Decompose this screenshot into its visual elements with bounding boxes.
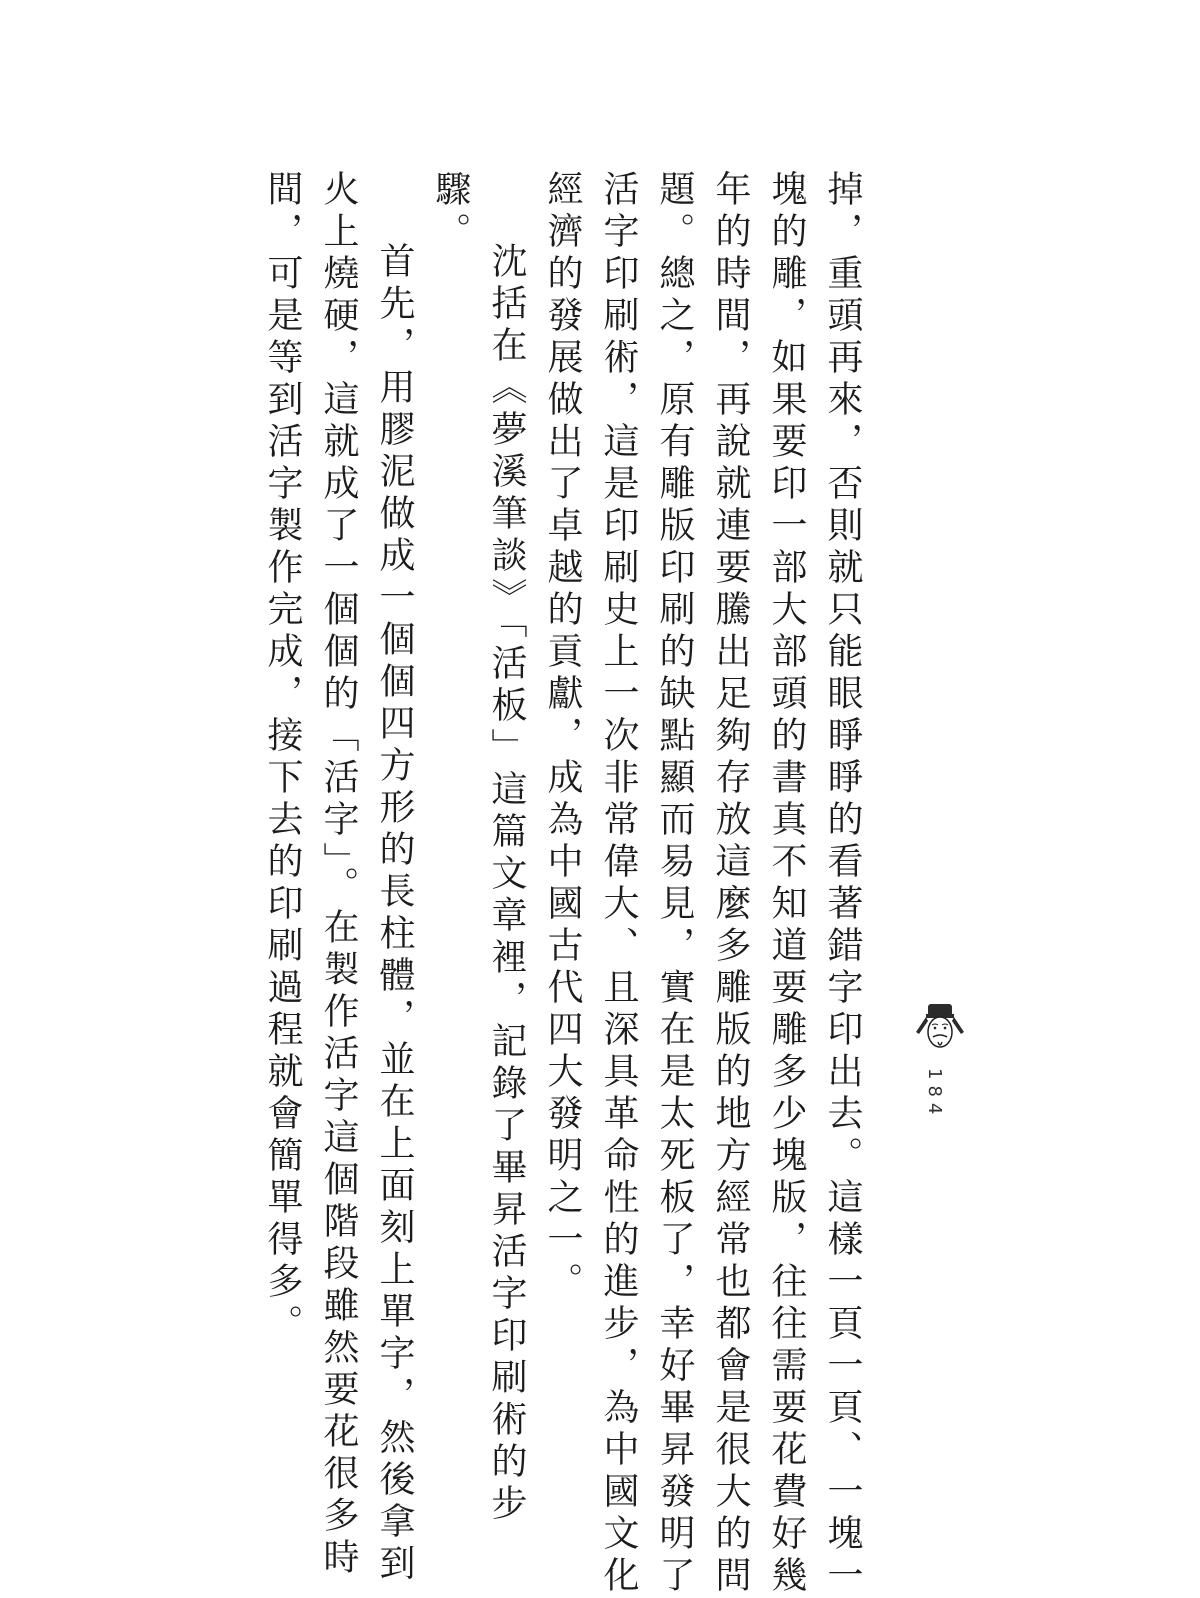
- text-column-1: 掉，重頭再來，否則就只能眼睜睜的看著錯字印出去。這樣一頁一頁、一塊一: [822, 170, 863, 1598]
- face-shape: [928, 1017, 952, 1047]
- eye-left: [934, 1027, 937, 1030]
- text-column-2: 塊的雕，如果要印一部大部頭的書真不知道要雕多少塊版，往往需要花費好幾: [766, 170, 807, 1598]
- text-column-9: 首先，用膠泥做成一個個四方形的長柱體，並在上面刻上單字，然後拿到: [374, 242, 415, 1586]
- text-column-3: 年的時間，再說就連要騰出足夠存放這麼多雕版的地方經常也都會是很大的問: [710, 170, 751, 1598]
- text-column-7: 沈括在《夢溪筆談》「活板」這篇文章裡，記錄了畢昇活字印刷術的步: [486, 242, 527, 1526]
- eye-right: [944, 1027, 947, 1030]
- hat-wing-right: [952, 1017, 964, 1034]
- text-column-10: 火上燒硬，這就成了一個個的「活字」。在製作活字這個階段雖然要花很多時: [318, 170, 359, 1580]
- text-column-4: 題。總之，原有雕版印刷的缺點顯而易見，實在是太死板了，幸好畢昇發明了: [654, 170, 695, 1598]
- hat-wing-left: [916, 1017, 928, 1034]
- text-column-5: 活字印刷術，這是印刷史上一次非常偉大、且深具革命性的進步，為中國文化: [598, 170, 639, 1598]
- text-column-8: 驟。: [430, 170, 471, 254]
- scholar-portrait-icon: [912, 1000, 968, 1056]
- text-column-6: 經濟的發展做出了卓越的貢獻，成為中國古代四大發明之一。: [542, 170, 583, 1304]
- page-number: 184: [924, 1068, 945, 1121]
- text-column-11: 間，可是等到活字製作完成，接下去的印刷過程就會簡單得多。: [262, 170, 303, 1346]
- vertical-text-block: [254, 170, 870, 1598]
